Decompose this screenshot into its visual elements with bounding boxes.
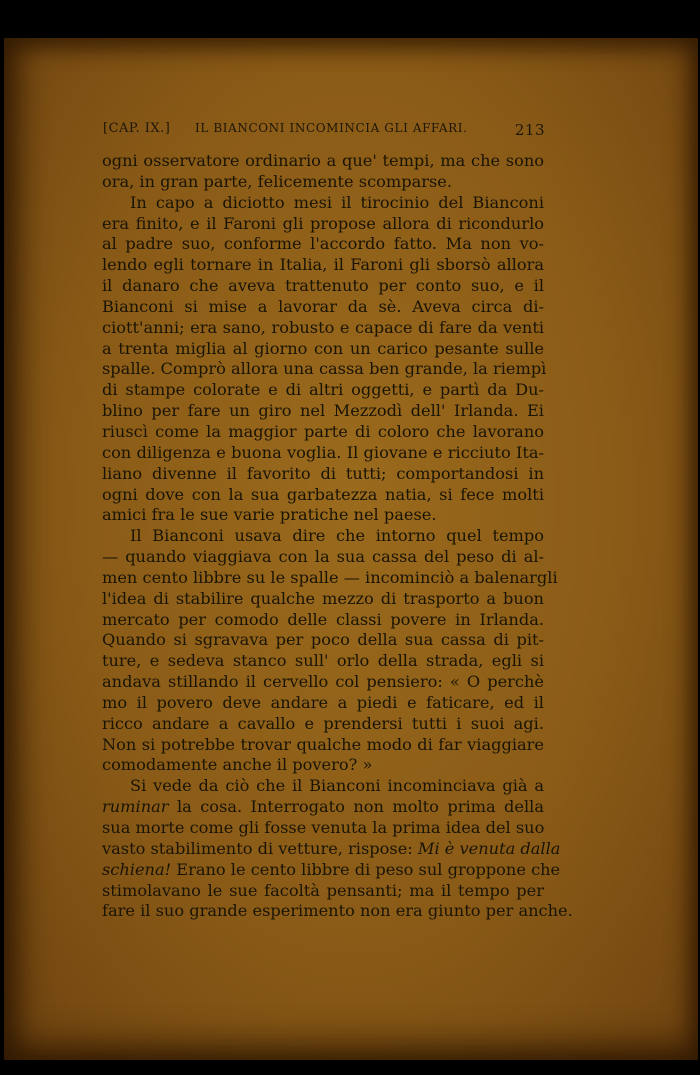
running-title: IL BIANCONI INCOMINCIA GLI AFFARI. bbox=[195, 121, 468, 135]
text-line: ogni dove con la sua garbatezza natia, si fece molti bbox=[102, 484, 544, 504]
text-line: di stampe colorate e di altri oggetti, e partì da Du- bbox=[102, 380, 544, 400]
italic-phrase: ruminar bbox=[102, 797, 169, 817]
text-line: Il Bianconi usava dire che intorno quel tempo bbox=[130, 526, 544, 546]
text-line: — quando viaggiava con la sua cassa del peso di al- bbox=[102, 547, 544, 567]
text-line: Non si potrebbe trovar qualche modo di far viaggiare bbox=[102, 734, 544, 754]
text-line: con diligenza e buona voglia. Il giovane e ricciuto Ita- bbox=[102, 442, 544, 462]
text-line: Si vede da ciò che il Bianconi incominciava già a bbox=[130, 776, 544, 796]
text-line bbox=[102, 838, 561, 860]
text-line: In capo a diciotto mesi il tirocinio del Bianconi bbox=[130, 192, 544, 212]
text-line: mo il povero deve andare a piedi e faticare, ed il bbox=[102, 692, 544, 712]
text-line: ricco andare a cavallo e prendersi tutti i suoi agi. bbox=[102, 713, 544, 733]
text-line: stimolavano le sue facoltà pensanti; ma il tempo per bbox=[102, 880, 544, 900]
text-line: ciott'anni; era sano, robusto e capace di fare da venti bbox=[102, 317, 544, 337]
text-line: mercato per comodo delle classi povere in Irlanda. bbox=[102, 609, 544, 629]
text-line: lendo egli tornare in Italia, il Faroni gli sborsò allora bbox=[102, 255, 544, 275]
text-line: sua morte come gli fosse venuta la prima idea del suo bbox=[102, 818, 545, 837]
text-line: ogni osservatore ordinario a que' tempi, ma che sono bbox=[102, 151, 544, 170]
text-line: comodamente anche il povero? » bbox=[102, 755, 373, 775]
page-number: 213 bbox=[514, 121, 545, 139]
text-line: Quando si sgravava per poco della sua cassa di pit- bbox=[102, 630, 544, 650]
text-line bbox=[102, 859, 561, 881]
text-run: vasto stabilimento di vetture, rispose: bbox=[102, 838, 418, 858]
text-line: blino per fare un giro nel Mezzodì dell' Irlanda. Ei bbox=[102, 401, 544, 421]
text-line: riuscì come la maggior parte di coloro che lavorano bbox=[102, 421, 544, 441]
text-line bbox=[102, 797, 544, 818]
text-line: era finito, e il Faroni gli propose allora di ricondurlo bbox=[102, 213, 544, 233]
text-run: la cosa. Interrogato non molto prima della bbox=[168, 797, 544, 817]
text-line: ture, e sedeva stanco sull' orlo della strada, egli si bbox=[102, 651, 544, 671]
chapter-label: [CAP. IX.] bbox=[103, 121, 171, 136]
text-line: andava stillando il cervello col pensiero: « O perchè bbox=[102, 672, 544, 692]
text-line: al padre suo, conforme l'accordo fatto. Ma non vo- bbox=[102, 234, 544, 254]
text-line: amici fra le sue varie pratiche nel paese. bbox=[102, 505, 437, 525]
text-line: Bianconi si mise a lavorar da sè. Aveva circa di- bbox=[102, 296, 544, 316]
italic-phrase: schiena! bbox=[102, 859, 172, 879]
text-line: il danaro che aveva trattenuto per conto suo, e il bbox=[102, 276, 544, 296]
text-line: fare il suo grande esperimento non era giunto per anche. bbox=[102, 901, 573, 921]
text-line: spalle. Comprò allora una cassa ben grande, la riempì bbox=[102, 359, 547, 379]
italic-phrase: Mi è venuta dalla bbox=[417, 838, 561, 858]
body-text bbox=[102, 151, 573, 922]
text-line: men cento libbre su le spalle — incominciò a balenargli bbox=[102, 567, 558, 587]
text-run: Erano le cento libbre di peso sul groppone che bbox=[171, 859, 561, 879]
text-line: ora, in gran parte, felicemente scomparse. bbox=[102, 171, 453, 191]
text-line: liano divenne il favorito di tutti; comportandosi in bbox=[102, 463, 544, 483]
text-line: a trenta miglia al giorno con un carico pesante sulle bbox=[102, 338, 544, 358]
text-line: l'idea di stabilire qualche mezzo di trasporto a buon bbox=[102, 588, 544, 608]
